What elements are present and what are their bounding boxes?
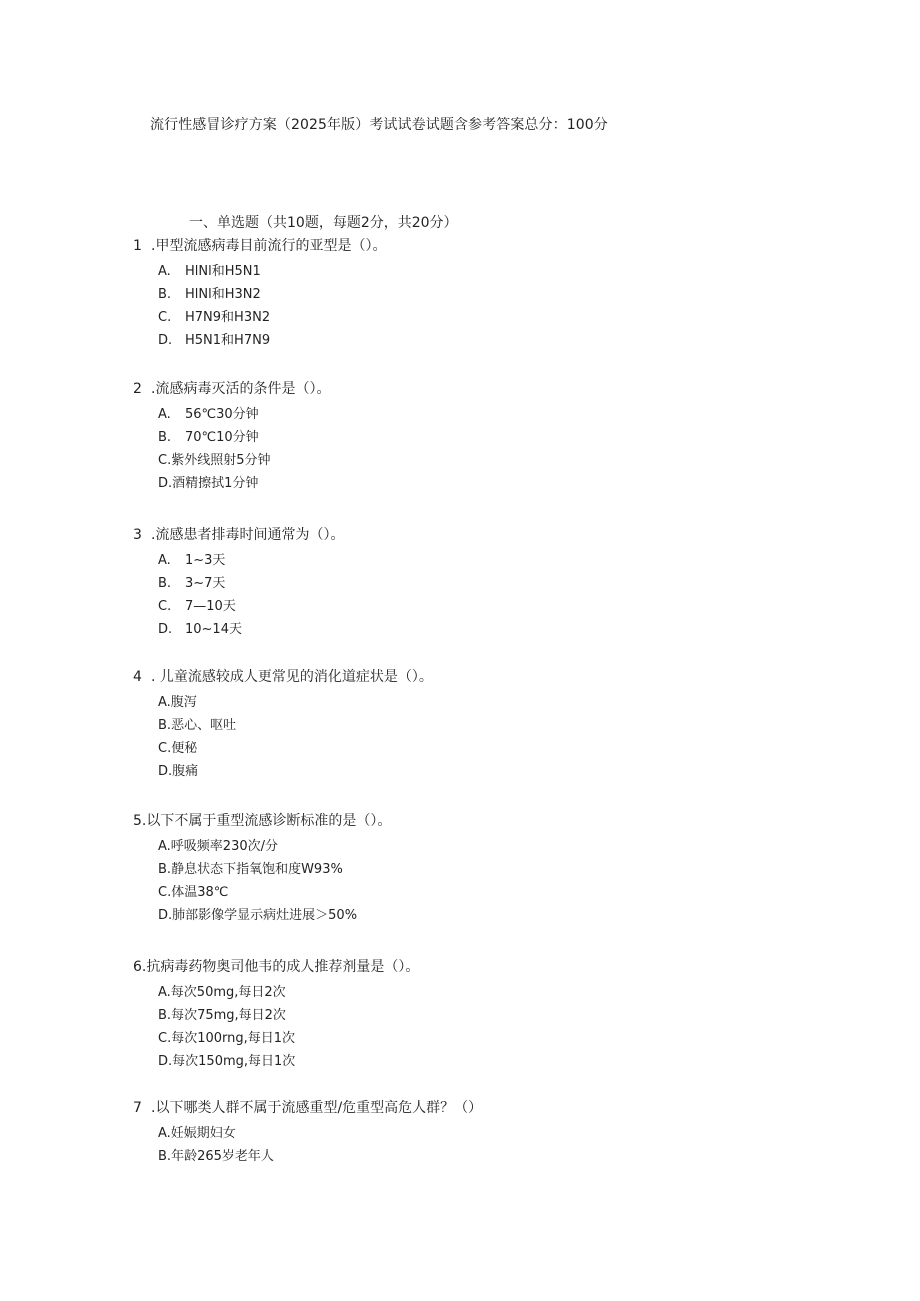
- option-letter: D.: [158, 908, 173, 923]
- option-b: [158, 1145, 833, 1168]
- question-stem: [133, 1098, 833, 1118]
- options-list: [158, 260, 833, 352]
- option-text: 3~7天: [185, 576, 226, 591]
- question-number: 3: [133, 527, 142, 543]
- option-letter: B.: [158, 287, 172, 302]
- option-b: [158, 426, 833, 449]
- option-d: [158, 1050, 833, 1073]
- question-text: 5.以下不属于重型流感诊断标准的是（）。: [133, 813, 392, 829]
- option-text: 年龄265岁老年人: [171, 1149, 274, 1164]
- option-c: [158, 737, 833, 760]
- option-letter: A.: [158, 985, 171, 1000]
- option-text: 静息状态下指氧饱和度W93%: [171, 862, 343, 877]
- question-number: 4: [133, 669, 142, 685]
- option-b: [158, 1004, 833, 1027]
- option-letter: D.: [158, 333, 173, 348]
- option-a: [158, 403, 833, 426]
- options-list: [158, 549, 833, 641]
- option-text: 体温38℃: [171, 885, 229, 900]
- option-text: 恶心、呕吐: [171, 718, 237, 733]
- option-b: [158, 714, 833, 737]
- option-letter: C.: [158, 310, 172, 325]
- question-2: [133, 379, 833, 495]
- option-letter: A.: [158, 695, 171, 710]
- question-4: [133, 667, 833, 783]
- question-number: 7: [133, 1100, 142, 1116]
- option-text: H7N9和H3N2: [185, 310, 271, 325]
- option-c: [158, 449, 833, 472]
- question-text: .流感病毒灭活的条件是（）。: [151, 381, 331, 397]
- option-letter: C.: [158, 599, 172, 614]
- question-text: .以下哪类人群不属于流感重型/危重型高危人群？（）: [151, 1100, 483, 1116]
- options-list: [158, 981, 833, 1073]
- option-a: [158, 981, 833, 1004]
- option-letter: B.: [158, 718, 172, 733]
- option-text: 肺部影像学显示病灶进展＞50%: [172, 908, 358, 923]
- option-letter: A.: [158, 1126, 171, 1141]
- option-text: 妊娠期妇女: [170, 1126, 236, 1141]
- option-text: 10~14天: [185, 622, 242, 637]
- options-list: [158, 691, 833, 783]
- section-heading: 一、单选题（共10题，每题2分，共20分）: [189, 215, 458, 231]
- option-letter: A.: [158, 839, 171, 854]
- options-list: [158, 835, 833, 927]
- options-list: [158, 1122, 833, 1168]
- option-text: 每次75mg,每日2次: [171, 1008, 286, 1023]
- option-letter: A.: [158, 553, 171, 568]
- option-d: [158, 760, 833, 783]
- option-letter: C.: [158, 741, 172, 756]
- option-c: [158, 306, 833, 329]
- option-letter: B.: [158, 1008, 172, 1023]
- option-letter: C.: [158, 453, 172, 468]
- question-stem: [133, 236, 833, 256]
- option-letter: C.: [158, 1031, 172, 1046]
- question-3: [133, 525, 833, 641]
- option-text: 腹痛: [172, 764, 199, 779]
- option-b: [158, 572, 833, 595]
- option-text: 每次100rng,每日1次: [171, 1031, 296, 1046]
- options-list: [158, 403, 833, 495]
- option-letter: B.: [158, 430, 172, 445]
- option-text: HlNl和H3N2: [185, 287, 261, 302]
- question-stem: [133, 811, 833, 831]
- option-letter: D.: [158, 1054, 173, 1069]
- option-a: [158, 260, 833, 283]
- option-a: [158, 691, 833, 714]
- option-a: [158, 549, 833, 572]
- option-d: [158, 904, 833, 927]
- option-d: [158, 472, 833, 495]
- option-letter: A.: [158, 407, 171, 422]
- option-d: [158, 618, 833, 641]
- option-d: [158, 329, 833, 352]
- option-text: HlNl和H5N1: [185, 264, 261, 279]
- document-title: 流行性感冒诊疗方案（2025年版）考试试卷试题含参考答案总分：100分: [150, 117, 608, 133]
- option-letter: D.: [158, 764, 173, 779]
- option-text: 呼吸频率230次/分: [170, 839, 278, 854]
- question-text: .流感患者排毒时间通常为（）。: [151, 527, 345, 543]
- question-text: .甲型流感病毒目前流行的亚型是（）。: [151, 238, 387, 254]
- option-c: [158, 1027, 833, 1050]
- option-text: 56℃30分钟: [185, 407, 259, 422]
- option-c: [158, 595, 833, 618]
- question-5: [133, 811, 833, 927]
- question-text: 6.抗病毒药物奥司他韦的成人推荐剂量是（）。: [133, 959, 420, 975]
- option-b: [158, 283, 833, 306]
- question-text: . 儿童流感较成人更常见的消化道症状是（）。: [151, 669, 433, 685]
- option-letter: B.: [158, 1149, 172, 1164]
- question-number: 2: [133, 381, 142, 397]
- question-number: 1: [133, 238, 142, 254]
- option-text: 70℃10分钟: [185, 430, 259, 445]
- question-stem: [133, 667, 833, 687]
- option-letter: D.: [158, 476, 173, 491]
- option-b: [158, 858, 833, 881]
- option-text: 7—10天: [185, 599, 236, 614]
- question-1: [133, 236, 833, 352]
- option-text: 每次50mg,每日2次: [170, 985, 286, 1000]
- option-text: 腹泻: [170, 695, 197, 710]
- option-text: H5N1和H7N9: [185, 333, 271, 348]
- option-text: 酒精擦拭1分钟: [172, 476, 259, 491]
- question-7: [133, 1098, 833, 1168]
- option-text: 1~3天: [185, 553, 226, 568]
- option-a: [158, 835, 833, 858]
- option-letter: D.: [158, 622, 173, 637]
- option-a: [158, 1122, 833, 1145]
- option-letter: B.: [158, 862, 172, 877]
- option-letter: A.: [158, 264, 171, 279]
- option-letter: C.: [158, 885, 172, 900]
- option-text: 紫外线照射5分钟: [171, 453, 271, 468]
- question-stem: [133, 379, 833, 399]
- option-text: 每次150mg,每日1次: [172, 1054, 296, 1069]
- question-6: [133, 957, 833, 1073]
- question-stem: [133, 957, 833, 977]
- option-text: 便秘: [171, 741, 198, 756]
- option-c: [158, 881, 833, 904]
- option-letter: B.: [158, 576, 172, 591]
- question-stem: [133, 525, 833, 545]
